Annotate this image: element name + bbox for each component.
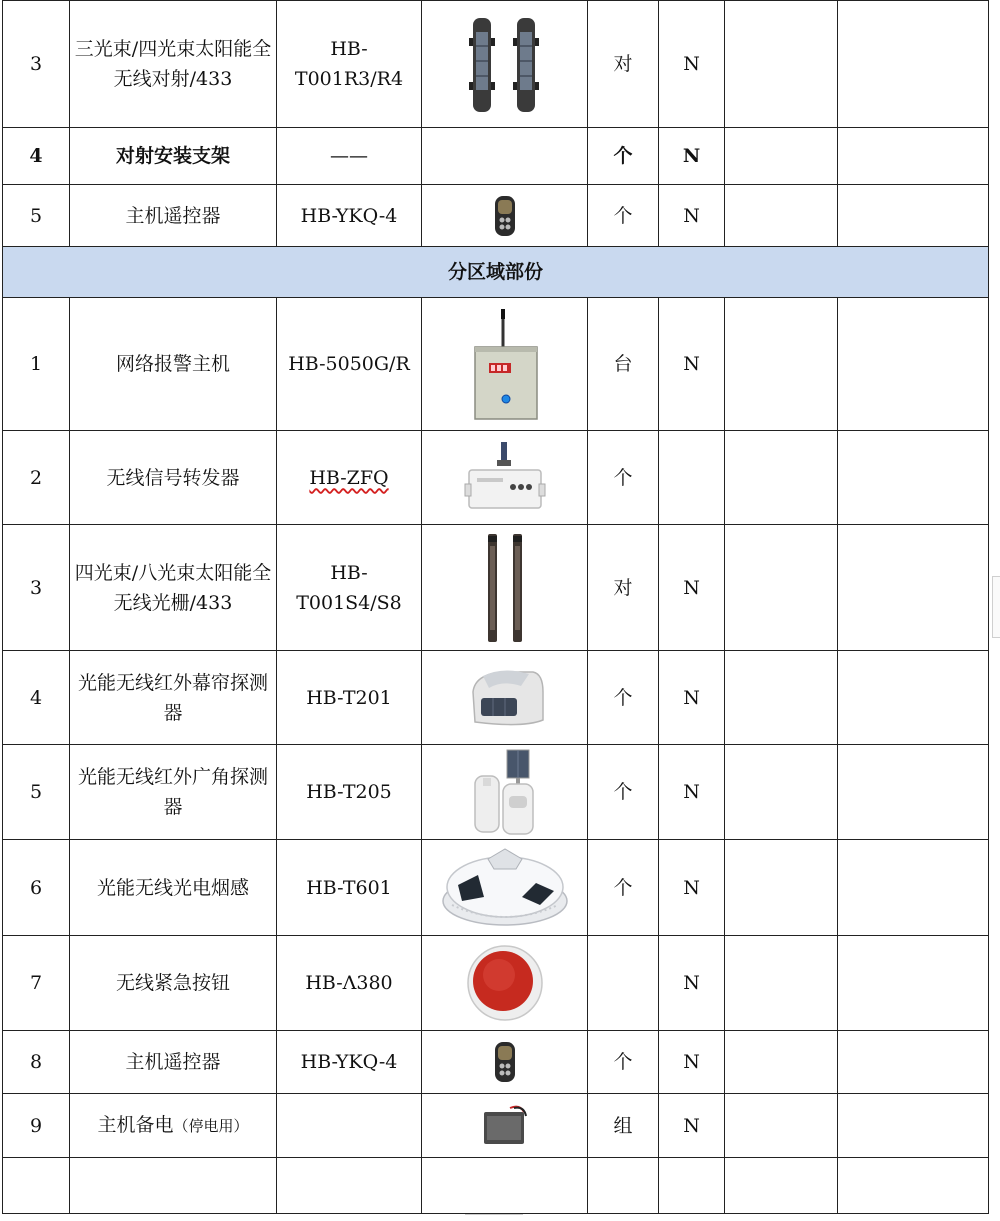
product-image (422, 651, 588, 745)
unit: 个 (588, 185, 659, 247)
product-image (422, 745, 588, 840)
empty-cell (725, 745, 838, 840)
empty-cell (725, 936, 838, 1031)
empty-cell (838, 525, 989, 651)
empty-cell (725, 525, 838, 651)
table-row (3, 651, 989, 745)
empty-cell (838, 1158, 989, 1214)
product-image (422, 840, 588, 936)
product-model: HB-Λ380 (277, 936, 422, 1031)
model-text: HB-ZFQ (309, 466, 389, 489)
light-curtain-icon (480, 532, 530, 644)
flag: N (659, 185, 725, 247)
curtain-detector-icon (463, 662, 547, 734)
empty-cell (838, 936, 989, 1031)
flag: N (659, 1, 725, 128)
empty-cell (838, 840, 989, 936)
row-number: 2 (3, 431, 70, 525)
signal-repeater-icon (463, 440, 547, 516)
product-name: 光能无线红外幕帘探测器 (70, 651, 277, 745)
empty-cell (725, 431, 838, 525)
empty-cell (725, 651, 838, 745)
section-header-row (3, 247, 989, 298)
product-model: HB-T601 (277, 840, 422, 936)
flag: N (659, 128, 725, 185)
empty-cell (725, 1, 838, 128)
empty-cell (838, 298, 989, 431)
empty-cell (838, 1031, 989, 1094)
empty-cell (838, 431, 989, 525)
empty-cell (725, 128, 838, 185)
page-edge-marker (992, 576, 1000, 638)
product-image (422, 298, 588, 431)
product-image (422, 525, 588, 651)
row-number: 5 (3, 185, 70, 247)
flag: N (659, 936, 725, 1031)
empty-cell (588, 1158, 659, 1214)
empty-cell (70, 1158, 277, 1214)
backup-battery-icon (480, 1104, 530, 1148)
product-model: HB-T201 (277, 651, 422, 745)
product-image (422, 431, 588, 525)
row-number: 6 (3, 840, 70, 936)
product-model (277, 1094, 422, 1158)
unit: 个 (588, 745, 659, 840)
product-name: 光能无线红外广角探测器 (70, 745, 277, 840)
table-row (3, 1094, 989, 1158)
product-name-note: （停电用） (173, 1117, 249, 1135)
unit: 个 (588, 431, 659, 525)
row-number: 5 (3, 745, 70, 840)
product-name: 对射安装支架 (70, 128, 277, 185)
unit: 个 (588, 128, 659, 185)
empty-cell (838, 651, 989, 745)
flag: N (659, 525, 725, 651)
product-image (422, 1031, 588, 1094)
empty-cell (725, 1158, 838, 1214)
flag (659, 431, 725, 525)
empty-cell (277, 1158, 422, 1214)
table-row (3, 185, 989, 247)
product-name: 三光束/四光束太阳能全无线对射/433 (70, 1, 277, 128)
table-row (3, 1158, 989, 1214)
product-model: —— (277, 128, 422, 185)
table-row (3, 936, 989, 1031)
panic-button-icon (465, 943, 545, 1023)
table-row (3, 745, 989, 840)
row-number: 3 (3, 1, 70, 128)
alarm-host-icon (465, 305, 545, 423)
unit (588, 936, 659, 1031)
section-title: 分区域部份 (3, 247, 989, 298)
empty-cell (725, 1031, 838, 1094)
remote-control-icon (493, 1040, 517, 1084)
product-name: 无线紧急按钮 (70, 936, 277, 1031)
product-name-text: 主机备电 (97, 1114, 174, 1136)
row-number: 4 (3, 651, 70, 745)
table-row (3, 1, 989, 128)
unit: 个 (588, 840, 659, 936)
remote-control-icon (493, 194, 517, 238)
unit: 组 (588, 1094, 659, 1158)
product-model: HB-5050G/R (277, 298, 422, 431)
table-row (3, 298, 989, 431)
product-name (70, 1094, 277, 1158)
row-number: 8 (3, 1031, 70, 1094)
row-number: 7 (3, 936, 70, 1031)
empty-cell (422, 1158, 588, 1214)
unit: 对 (588, 1, 659, 128)
flag: N (659, 298, 725, 431)
empty-cell (838, 745, 989, 840)
product-name: 四光束/八光束太阳能全无线光栅/433 (70, 525, 277, 651)
product-name: 主机遥控器 (70, 1031, 277, 1094)
unit: 个 (588, 1031, 659, 1094)
flag: N (659, 651, 725, 745)
table-row (3, 840, 989, 936)
empty-cell (725, 185, 838, 247)
wide-angle-detector-icon (467, 748, 543, 836)
unit: 个 (588, 651, 659, 745)
empty-cell (725, 298, 838, 431)
smoke-detector-icon (440, 845, 570, 931)
unit: 台 (588, 298, 659, 431)
equipment-table (2, 0, 989, 1214)
beam-detector-pair-icon (465, 14, 545, 114)
product-name: 网络报警主机 (70, 298, 277, 431)
row-number: 4 (3, 128, 70, 185)
empty-cell (3, 1158, 70, 1214)
product-model: HB-T001R3/R4 (277, 1, 422, 128)
row-number: 9 (3, 1094, 70, 1158)
empty-cell (838, 185, 989, 247)
product-model: HB-T001S4/S8 (277, 525, 422, 651)
empty-cell (725, 840, 838, 936)
product-name: 主机遥控器 (70, 185, 277, 247)
table-row (3, 128, 989, 185)
empty-cell (838, 1094, 989, 1158)
product-image (422, 128, 588, 185)
product-model: HB-YKQ-4 (277, 185, 422, 247)
product-image (422, 936, 588, 1031)
empty-cell (725, 1094, 838, 1158)
empty-cell (838, 1, 989, 128)
product-image (422, 1094, 588, 1158)
product-image (422, 1, 588, 128)
flag: N (659, 1031, 725, 1094)
product-model: HB-T205 (277, 745, 422, 840)
empty-cell (659, 1158, 725, 1214)
flag: N (659, 1094, 725, 1158)
row-number: 1 (3, 298, 70, 431)
flag: N (659, 745, 725, 840)
empty-cell (838, 128, 989, 185)
product-name: 无线信号转发器 (70, 431, 277, 525)
flag: N (659, 840, 725, 936)
row-number: 3 (3, 525, 70, 651)
table-row (3, 525, 989, 651)
table-row (3, 431, 989, 525)
unit: 对 (588, 525, 659, 651)
product-image (422, 185, 588, 247)
table-row (3, 1031, 989, 1094)
product-name: 光能无线光电烟感 (70, 840, 277, 936)
product-model (277, 431, 422, 525)
product-model: HB-YKQ-4 (277, 1031, 422, 1094)
